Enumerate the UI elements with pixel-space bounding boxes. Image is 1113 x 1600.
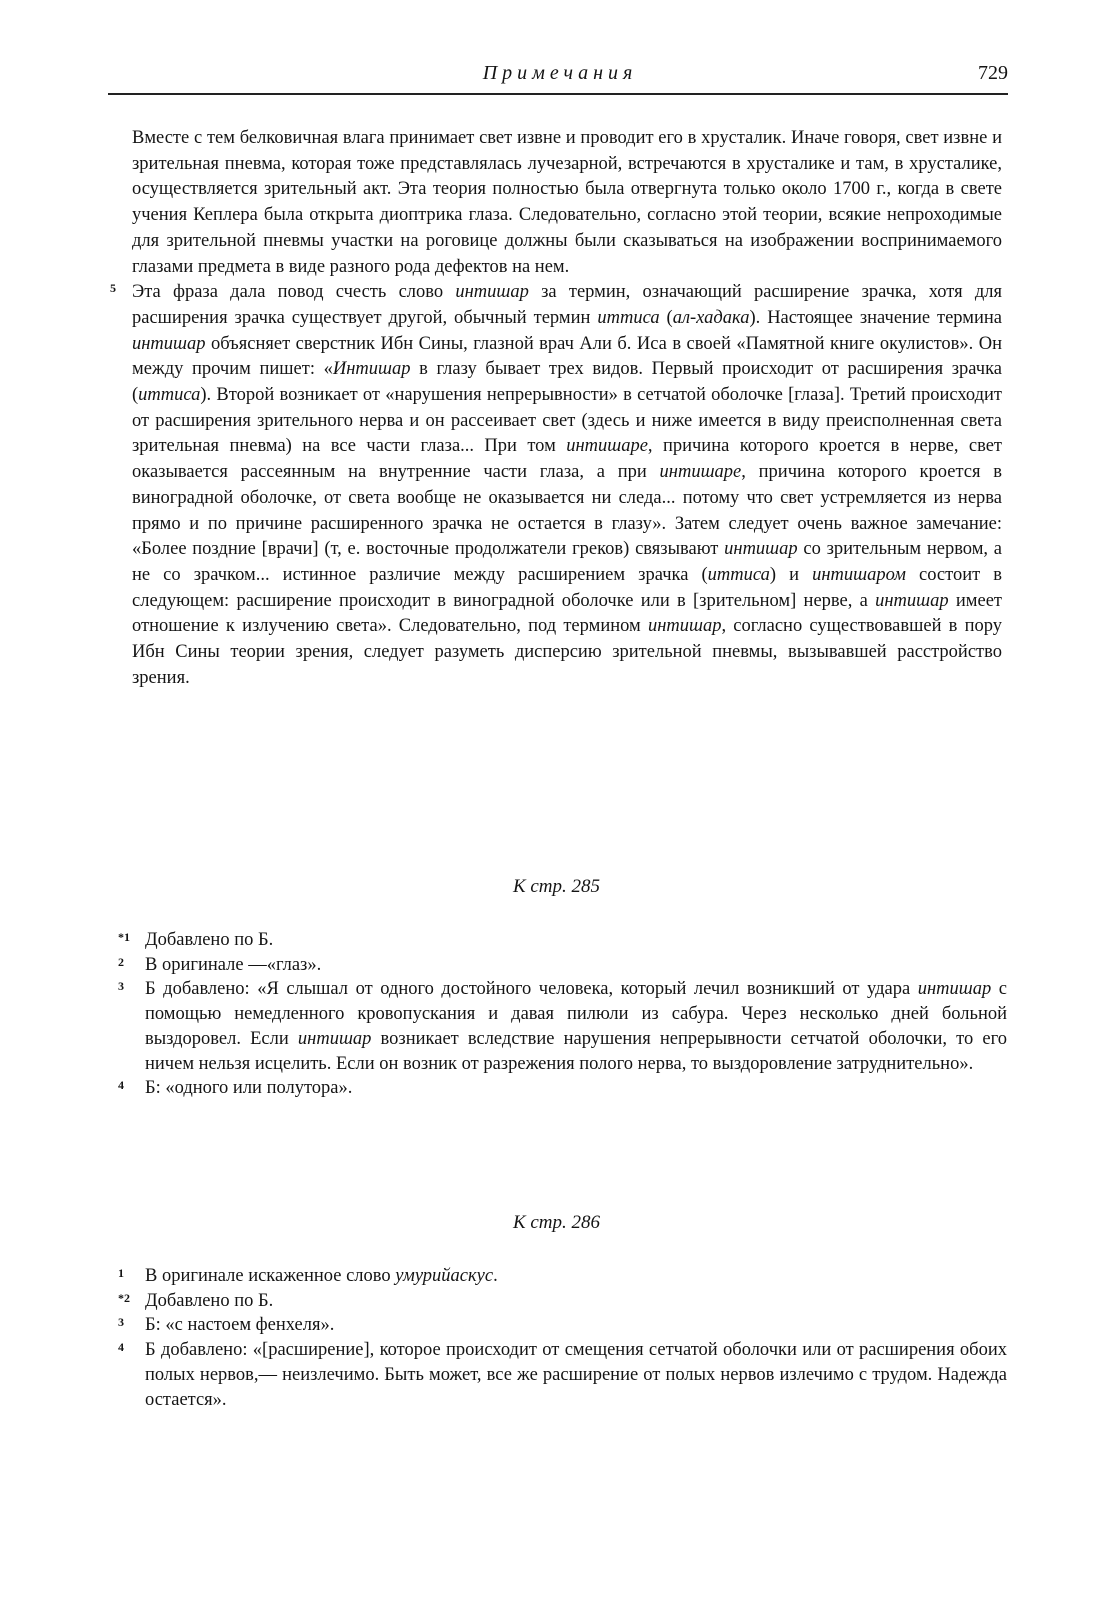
note-5-text: ). Настоящее значение термина [749,307,1002,328]
footnote [118,1264,1007,1289]
running-head-title: Примечания [482,62,638,84]
footnote [118,977,1007,1076]
term-italic: интишар [875,590,949,611]
note-5-text: за термин, означающий расширение зрачка, хотя для расширения зрачка существует другой, обычный термин [132,282,1003,328]
footnote-text: Б: «одного или полутора». [145,1078,353,1099]
term-italic: интишаре [566,436,648,457]
continuation-paragraph: Вместе с тем белковичная влага принимает свет извне и проводит его в хрусталик. Иначе говоря, свет извне и зрительная пневма, которая тоже представлялась лучезарной, встречаются в хрусталике и там, в хрусталике, осуществляется зрительный акт. Эта теория полностью была отвергнута только около 1700 г., когда в свете учения Кеплера была открыта диоптрика глаза. Следовательно, согласно этой теории, всякие непроходимые для зрительной пневмы участки на роговице должны были сказываться на изображении воспринимаемого глазами предмета в виде разного рода дефектов на нем. [132,128,1002,277]
footnote-text: Б добавлено: «[расширение], которое происходит от смещения сетчатой оболочки или от расширения обоих полых нервов,— неизлечимо. Быть может, все же расширение от полых нервов излечимо с трудом. Надежда остается». [145,1340,1007,1410]
footnote [118,1338,1007,1412]
footnote [118,1313,1007,1338]
footnote-number: 4 [118,1340,124,1355]
footnote-text: . [493,1266,498,1286]
note-5-marker: 5 [110,281,116,296]
footnote-text: Б добавлено: «Я слышал от одного достойного человека, который лечил возникший от удара [145,979,918,1000]
note-5 [110,280,1003,691]
term-italic: Интишар [332,359,411,380]
footnote [118,928,1007,953]
term-italic: ал-хадака [672,307,750,328]
term-italic: интишар [455,282,529,303]
page-number: 729 [978,62,1008,84]
note-5-text: , согласно существовавшей в пору Ибн Сины теории зрения, следует разуметь дисперсию зрительной пневмы, вызывавшей расстройство зрения. [132,616,1003,688]
term-italic: интишаром [812,564,906,585]
section-heading-286: К стр. 286 [512,1212,601,1233]
main-text [110,126,1003,691]
footnote-number: 1 [118,1266,124,1280]
term-italic: интишаре [659,462,742,483]
term-italic: интишар [297,1028,372,1049]
term-italic: иттиса [707,564,770,585]
term-italic: интишар [917,979,992,1000]
footnote-text: Добавлено по Б. [145,1290,274,1311]
term-italic: иттиса [138,385,201,406]
footnote-text: с помощью немедленного кровопускания и давая пилюли из сабура. Через несколько дней больной выздоровел. Если [145,979,1007,1049]
header-rule [108,93,1008,95]
note-5-text: ) и [769,564,813,585]
term-italic: интишар [647,616,722,637]
term-italic: интишар [724,539,798,560]
footnote-number: 3 [118,1315,124,1330]
footnote [118,1289,1007,1314]
note-5-text: , причина которого кроется в нерве, свет оказывается рассеянным на внутренние части глаза, а при [132,436,1003,483]
term-italic: иттиса [597,307,660,328]
note-5-text: ( [659,307,673,328]
notes-286 [118,1264,1007,1412]
note-5-text: Эта фраза дала повод счесть слово [132,282,456,303]
footnote-number: *1 [118,930,130,944]
note-5-text: объясняет сверстник Ибн Сины, глазной врач Али б. Иса в своей «Памятной книге окулистов». Он между прочим пишет: « [132,333,1002,380]
footnote-text: Б: «с настоем фенхеля». [145,1315,335,1336]
running-head [110,62,1010,92]
note-5-text: в глазу бывает трех видов. Первый происходит от расширения зрачка ( [132,359,1002,406]
term-italic: интишар [132,333,206,354]
footnote [118,953,1007,978]
footnote-text: В оригинале искаженное слово [145,1266,396,1286]
footnote [118,1076,1007,1101]
note-5-text: имеет отношение к излучению света». Следовательно, под термином [132,590,1003,637]
note-5-text: состоит в следующем: расширение происходит в виноградной оболочке или в [зрительном] нерве, а [132,564,1003,611]
footnote-text: В оригинале —«глаз». [145,954,322,975]
note-5-text: , причина которого кроется в виноградной оболочке, от света вообще не оказывается ни следа... потому что свет устремляется из нерва прямо и по причине расширенного зрачка не остается в глазу». Затем следует очень важное замечание: «Более поздние [врачи] (т, е. восточные продолжатели греков) связывают [132,462,1002,560]
notes-285 [118,928,1007,1101]
section-heading-285: К стр. 285 [512,876,601,897]
footnote-text: возникает вследствие нарушения непрерывности сетчатой оболочки, то его ничем нельзя исцелить. Если он возник от разрежения полого нерва, то выздоровление затруднительно». [145,1028,1007,1074]
footnote-number: 2 [118,954,124,969]
footnote-number: 4 [118,1078,124,1093]
footnote-text: Добавлено по Б. [145,930,274,950]
note-5-text: ). Второй возникает от «нарушения непрерывности» в сетчатой оболочке [глаза]. Третий происходит от расширения зрительного нерва и он рассеивает свет (здесь и ниже имеется в виду преисполненная света зрительная пневма) на все части глаза... При том [132,385,1002,457]
footnote-number: *2 [118,1290,130,1305]
note-5-text: со зрительным нервом, а не со зрачком... истинное различие между расширением зрачка ( [132,539,1002,585]
footnote-number: 3 [118,979,124,994]
term-italic: умурийаскус [395,1266,494,1286]
